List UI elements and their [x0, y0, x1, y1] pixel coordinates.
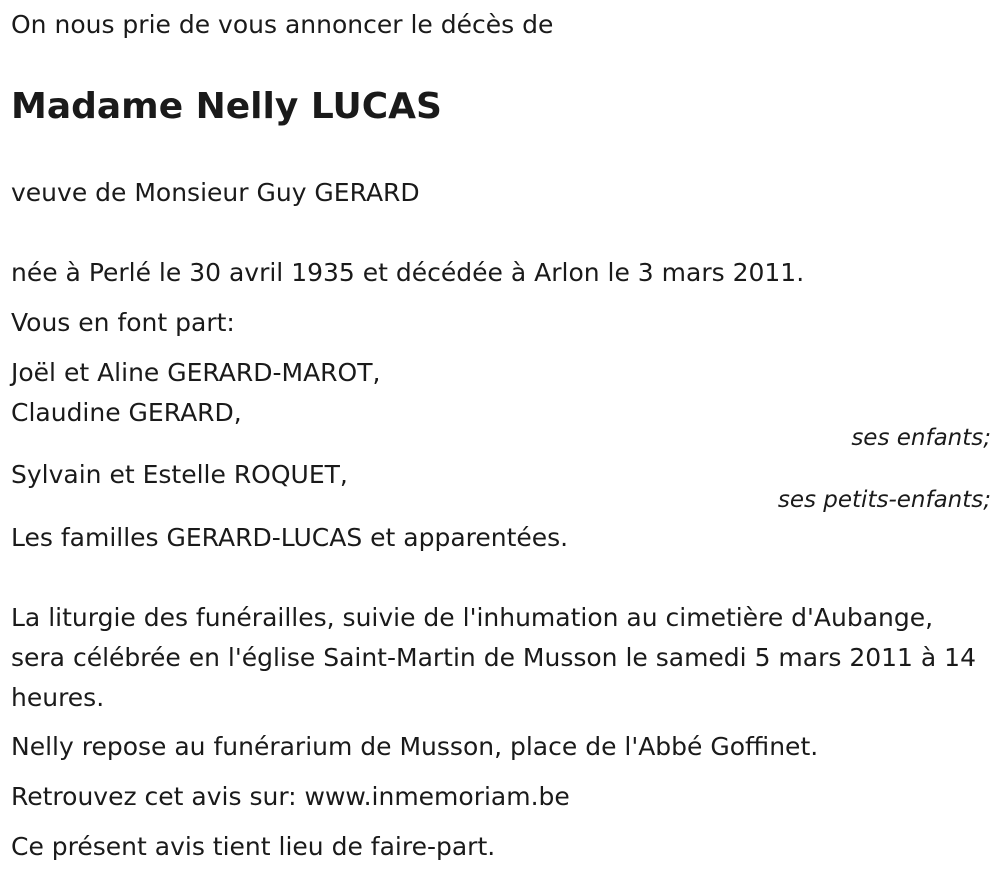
grandchildren-line: Sylvain et Estelle ROQUET,: [11, 460, 348, 489]
children-line-1: Joël et Aline GERARD-MAROT,: [11, 358, 381, 387]
widow-text: veuve de Monsieur Guy GERARD: [11, 178, 420, 207]
deceased-name: Madame Nelly LUCAS: [11, 86, 442, 127]
children-role: ses enfants;: [851, 425, 991, 451]
repose-text: Nelly repose au funérarium de Musson, place de l'Abbé Goffinet.: [11, 732, 819, 761]
closing-text: Ce présent avis tient lieu de faire-part.: [11, 832, 496, 861]
announce-text: Vous en font part:: [11, 308, 235, 337]
website-text: Retrouvez cet avis sur: www.inmemoriam.be: [11, 782, 570, 811]
grandchildren-role: ses petits-enfants;: [777, 487, 991, 513]
children-line-2: Claudine GERARD,: [11, 398, 242, 427]
liturgy-text: La liturgie des funérailles, suivie de l'inhumation au cimetière d'Aubange, sera célébrée en l'église Saint-Martin de Musson le samedi 5 mars 2011 à 14 heures.: [11, 603, 976, 712]
intro-text: On nous prie de vous annoncer le décès de: [11, 10, 554, 39]
families-text: Les familles GERARD-LUCAS et apparentées.: [11, 523, 569, 552]
birth-death-text: née à Perlé le 30 avril 1935 et décédée à Arlon le 3 mars 2011.: [11, 258, 805, 287]
